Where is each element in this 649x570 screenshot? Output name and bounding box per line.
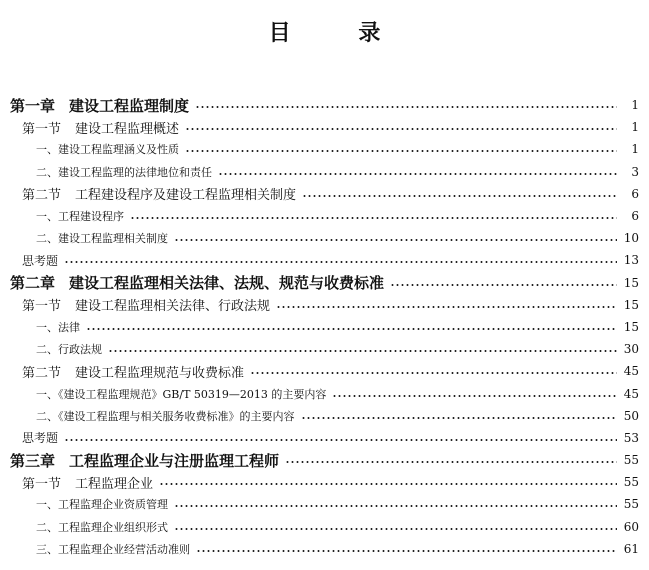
toc-entry-label [22,118,179,137]
toc-entry-page: 60 [623,519,639,534]
dot-leader [218,173,617,175]
toc-entry-label [22,429,58,446]
toc-entry-item [0,338,649,360]
toc-entry-label [10,272,384,293]
toc-entry-number: 第一节 [22,476,62,492]
toc-entry-page: 53 [623,430,639,445]
toc-entry-title: 一、建设工程监理涵义及性质 [36,143,179,157]
toc-entry-label [22,295,270,314]
dot-leader [174,239,617,241]
toc-entry-section [0,183,649,205]
dot-leader [302,195,617,197]
toc-entry-number: 第一节 [22,299,62,315]
toc-entry-number: 第二章 [10,274,56,293]
toc-entry-title: 思考题 [22,431,59,446]
toc-entry-section [0,471,649,493]
toc-entry-label [36,496,168,512]
dot-leader [130,217,617,219]
toc-entry-number: 第一节 [22,121,62,137]
toc-entry-page: 55 [623,453,639,468]
toc-entry-page: 15 [623,297,639,312]
toc-entry-title: 三、工程监理企业经营活动准则 [36,542,190,556]
toc-entry-item [0,227,649,249]
dot-leader [64,261,617,263]
toc-entry-page: 3 [631,164,639,179]
toc-entry-section [0,116,649,138]
toc-entry-title: 一、工程建设程序 [36,210,124,224]
toc-entry-page: 55 [623,475,639,490]
dot-leader [332,395,617,397]
toc-entry-item [0,161,649,183]
dot-leader [185,150,617,152]
toc-entry-chapter [0,449,649,471]
toc-entry-page: 61 [623,541,639,556]
toc-entry-label [10,450,279,471]
dot-leader [195,106,617,108]
dot-leader [390,284,617,286]
toc-entry-item [0,382,649,404]
toc-entry-section [0,294,649,316]
dot-leader [285,461,617,463]
toc-entry-title: 工程建设程序及建设工程监理相关制度 [75,188,297,204]
dot-leader [301,417,618,419]
dot-leader [174,505,617,507]
toc-entry-item [0,493,649,515]
toc-entry-label [36,408,295,424]
toc-entry-title: 建设工程监理概述 [75,121,180,137]
toc-entry-item [0,538,649,560]
toc-entry-page: 6 [631,186,639,201]
toc-entry-title: 工程监理企业 [75,476,154,492]
toc-entry-page: 45 [623,364,639,379]
toc-entry-review [0,249,649,271]
toc-entry-number: 第二节 [22,365,62,381]
dot-leader [196,550,617,552]
toc-entry-label [36,341,102,357]
toc-entry-title: 建设工程监理制度 [69,96,190,115]
toc-entry-label [22,362,244,381]
toc-entry-page: 1 [631,120,639,135]
toc-entry-page: 45 [623,386,639,401]
toc-entry-item [0,516,649,538]
toc-entry-label [36,519,168,535]
toc-entry-page: 15 [623,319,639,334]
table-of-contents [0,94,649,560]
toc-entry-number: 第一章 [10,96,56,115]
page-title: 目 录 [268,21,411,46]
toc-entry-title: 工程监理企业与注册监理工程师 [69,451,280,470]
toc-entry-label [36,541,190,557]
toc-entry-label [36,386,326,402]
toc-entry-title: 二、《建设工程监理与相关服务收费标准》的主要内容 [36,409,295,423]
toc-entry-label [22,184,296,203]
toc-entry-page: 1 [631,142,639,157]
toc-entry-item [0,405,649,427]
toc-entry-title: 二、行政法规 [36,343,102,357]
toc-entry-title: 一、工程监理企业资质管理 [36,498,168,512]
toc-entry-label [10,95,189,116]
dot-leader [174,528,617,530]
toc-entry-section [0,360,649,382]
toc-entry-title: 一、《建设工程监理规范》GB/T 50319—2013 的主要内容 [36,387,327,401]
toc-entry-chapter [0,272,649,294]
toc-entry-title: 思考题 [22,253,59,268]
toc-entry-page: 13 [623,253,639,268]
toc-entry-title: 建设工程监理规范与收费标准 [75,365,245,381]
toc-entry-label [36,230,168,246]
toc-entry-title: 二、建设工程监理相关制度 [36,232,168,246]
dot-leader [276,306,617,308]
toc-entry-title: 建设工程监理相关法律、行政法规 [75,299,271,315]
toc-entry-label [22,473,153,492]
toc-entry-label [36,141,179,157]
dot-leader [64,439,617,441]
toc-entry-page: 10 [623,231,639,246]
toc-entry-title: 建设工程监理相关法律、法规、规范与收费标准 [69,274,385,293]
toc-entry-label [36,319,80,335]
dot-leader [250,372,617,374]
dot-leader [108,350,617,352]
toc-entry-title: 二、建设工程监理的法律地位和责任 [36,165,212,179]
toc-entry-review [0,427,649,449]
toc-entry-page: 1 [631,98,639,113]
toc-entry-label [36,164,212,180]
toc-entry-item [0,316,649,338]
toc-entry-label [36,208,124,224]
dot-leader [185,128,617,130]
toc-entry-page: 15 [623,275,639,290]
toc-entry-chapter [0,94,649,116]
toc-entry-page: 55 [623,497,639,512]
toc-entry-label [22,252,58,269]
toc-entry-page: 30 [623,342,639,357]
toc-entry-item [0,138,649,160]
toc-entry-item [0,205,649,227]
toc-entry-page: 50 [623,408,639,423]
toc-entry-title: 二、工程监理企业组织形式 [36,520,168,534]
toc-entry-page: 6 [631,209,639,224]
dot-leader [86,328,617,330]
toc-entry-number: 第三章 [10,451,56,470]
toc-entry-number: 第二节 [22,188,62,204]
dot-leader [159,483,617,485]
toc-entry-title: 一、法律 [36,320,80,334]
